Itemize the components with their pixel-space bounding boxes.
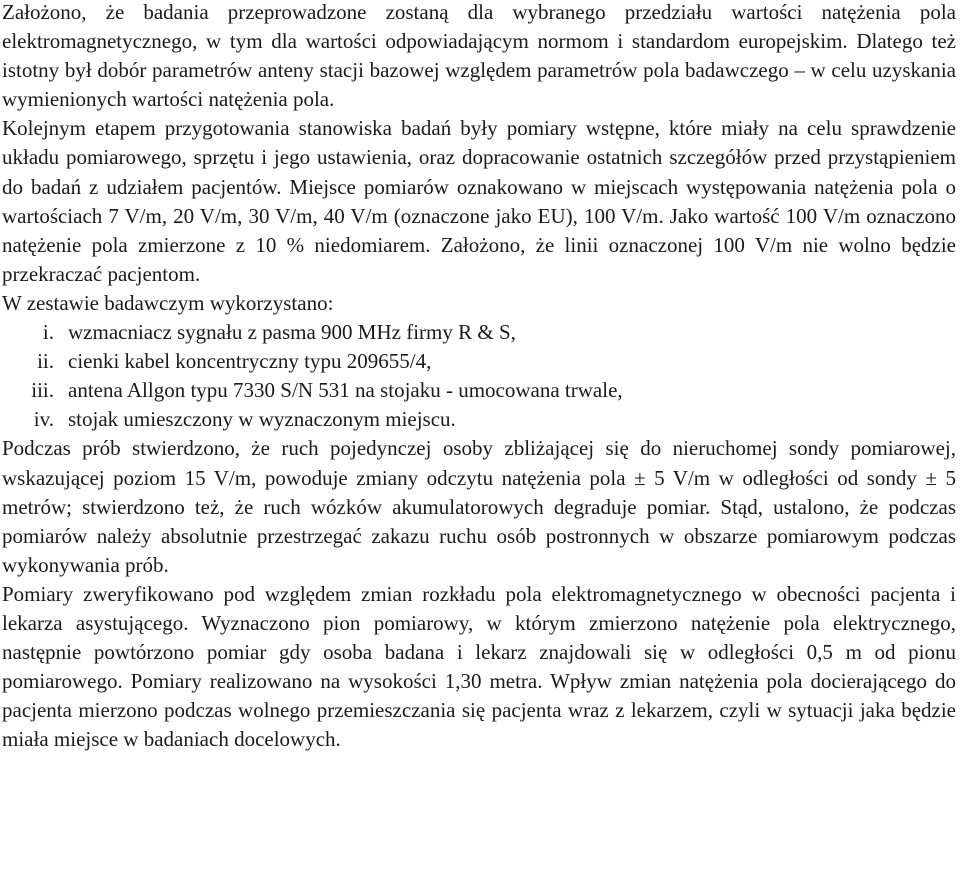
- list-item: [2, 376, 956, 405]
- equipment-list: [2, 318, 956, 434]
- list-item: [2, 318, 956, 347]
- list-marker: i.: [42, 320, 54, 345]
- list-item-text: wzmacniacz sygnału z pasma 900 MHz firmy R & S,: [68, 320, 516, 345]
- list-marker: iii.: [31, 378, 54, 403]
- list-item-text: antena Allgon typu 7330 S/N 531 na stojaku - umocowana trwale,: [68, 378, 623, 403]
- document-page: [2, 0, 956, 754]
- list-item-text: stojak umieszczony w wyznaczonym miejscu.: [68, 407, 456, 432]
- paragraph-trial-observations: Podczas prób stwierdzono, że ruch pojedynczej osoby zbliżającej się do nieruchomej sondy pomiarowej, wskazującej poziom 15 V/m, powoduje zmiany odczytu natężenia pola ± 5 V/m w odległości od sondy ± 5 metrów; stwierdzono też, że ruch wózków akumulatorowych degraduje pomiar. Stąd, ustalono, że podczas pomiarów należy absolutnie przestrzegać zakazu ruchu osób postronnych w obszarze pomiarowym podczas wykonywania prób.: [2, 436, 956, 577]
- paragraph-preliminary-measurements: Kolejnym etapem przygotowania stanowiska badań były pomiary wstępne, które miały na celu sprawdzenie układu pomiarowego, sprzętu i jego ustawienia, oraz dopracowanie ostatnich szczegółów przed przystąpieniem do badań z udziałem pacjentów. Miejsce pomiarów oznakowano w miejscach występowania natężenia pola o wartościach 7 V/m, 20 V/m, 30 V/m, 40 V/m (oznaczone jako EU), 100 V/m. Jako wartość 100 V/m oznaczono natężenie pola zmierzone z 10 % niedomiarem. Założono, że linii oznaczonej 100 V/m nie wolno będzie przekraczać pacjentom.: [2, 116, 956, 286]
- paragraph-verification-measurements: Pomiary zweryfikowano pod względem zmian rozkładu pola elektromagnetycznego w obecności pacjenta i lekarza asystującego. Wyznaczono pion pomiarowy, w którym zmierzono natężenie pola elektrycznego, następnie powtórzono pomiar gdy osoba badana i lekarz znajdowali się w odległości 0,5 m od pionu pomiarowego. Pomiary realizowano na wysokości 1,30 metra. Wpływ zmian natężenia pola docierającego do pacjenta mierzono podczas wolnego przemieszczania się pacjenta wraz z lekarzem, czyli w sytuacji jaka będzie miała miejsce w badaniach docelowych.: [2, 581, 956, 752]
- list-marker: iv.: [33, 407, 54, 432]
- list-item-text: cienki kabel koncentryczny typu 209655/4,: [68, 349, 432, 374]
- paragraph-field-strength-assumptions: Założono, że badania przeprowadzone zostaną dla wybranego przedziału wartości natężenia pola elektromagnetycznego, w tym dla wartości odpowiadającym normom i standardom europejskim. Dlatego też istotny był dobór parametrów anteny stacji bazowej względem parametrów pola badawczego – w celu uzyskania wymienionych wartości natężenia pola.: [2, 0, 956, 112]
- list-marker: ii.: [37, 349, 54, 374]
- list-item: [2, 347, 956, 376]
- paragraph-equipment-intro: W zestawie badawczym wykorzystano:: [2, 290, 334, 315]
- list-item: [2, 405, 956, 434]
